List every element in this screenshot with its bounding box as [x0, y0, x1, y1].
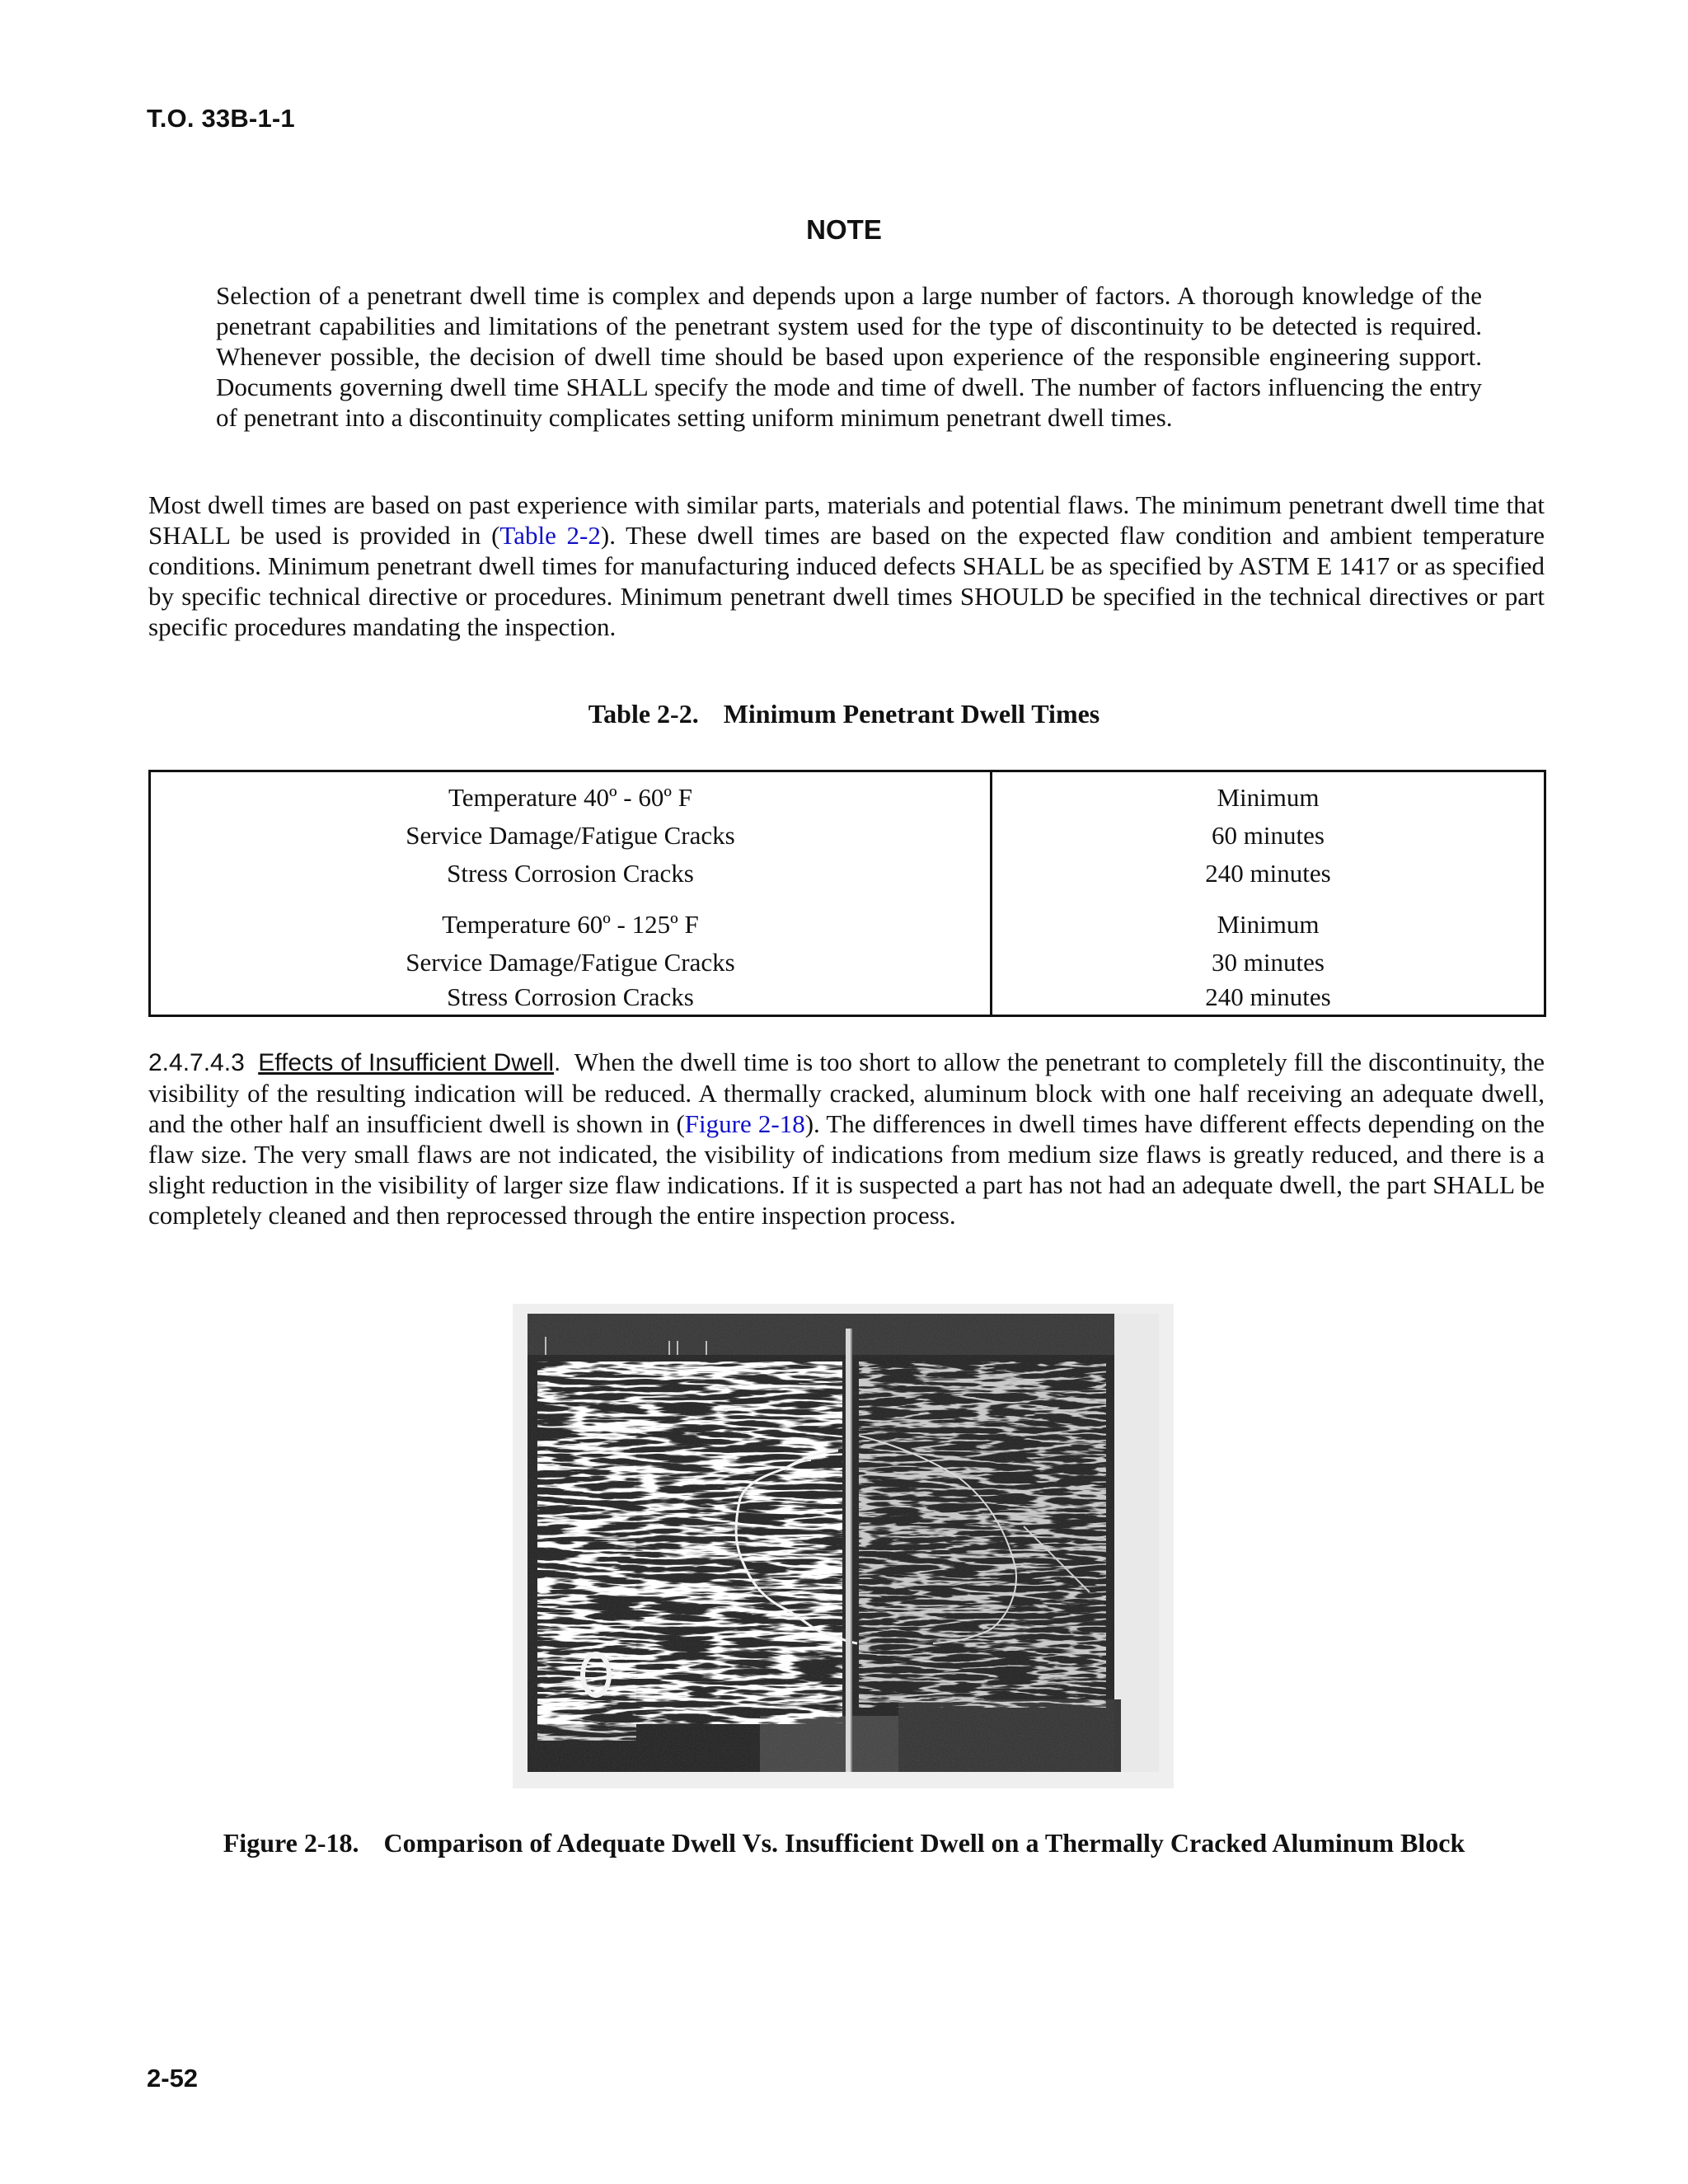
- table-cell-temp-range-2: Temperature 60º - 125º F: [442, 910, 699, 939]
- figure-caption: [0, 1828, 1688, 1858]
- figure-number: Figure 2-18.: [223, 1828, 359, 1858]
- table-cell-minimum-header-1: Minimum: [1217, 783, 1320, 812]
- table-cell-stress-cracks-2: Stress Corrosion Cracks: [447, 982, 694, 1011]
- table-cell-stress-cracks-1: Stress Corrosion Cracks: [447, 859, 694, 888]
- figure-2-18-link[interactable]: Figure 2-18: [684, 1109, 805, 1138]
- intro-paragraph: [148, 490, 1545, 642]
- intro-text-start: Most dwell times are based on past experience with similar parts, materials and potential flaws. The minimum penetrant dwell time that SHALL be used is provided in (: [148, 490, 1545, 550]
- table-cell-stress-time-1: 240 minutes: [1205, 859, 1331, 888]
- section-text-end: ). The differences in dwell times have different effects depending on the flaw size. The very small flaws are not indicated, the visibility of indications from medium size flaws is greatly reduced, and there is a slight reduction in the visibility of larger size flaw indications. If it is suspected a part has not had an adequate dwell, the part SHALL be completely cleaned and then reprocessed through the entire inspection process.: [148, 1109, 1545, 1230]
- table-cell-fatigue-cracks-1: Service Damage/Fatigue Cracks: [406, 821, 735, 850]
- section-number: 2.4.7.4.3: [148, 1049, 245, 1076]
- table-2-2-link[interactable]: Table 2-2: [499, 521, 601, 550]
- note-heading: NOTE: [806, 214, 882, 245]
- table-title: [0, 699, 1688, 729]
- dwell-time-table: [148, 770, 1546, 1017]
- table-cell-temp-range-1: Temperature 40º - 60º F: [448, 783, 692, 812]
- section-title-period: .: [554, 1049, 561, 1076]
- table-cell-minimum-header-2: Minimum: [1217, 910, 1320, 939]
- section-text-start: When the dwell time is too short to allow the penetrant to completely fill the discontinuity, the visibility of the resulting indication will be reduced. A thermally cracked, aluminum block with one half receiving an adequate dwell, and the other half an insufficient dwell is shown in (: [148, 1047, 1545, 1138]
- aluminum-block-photo: [513, 1304, 1174, 1788]
- figure-caption-text: Comparison of Adequate Dwell Vs. Insufficient Dwell on a Thermally Cracked Aluminum Block: [383, 1828, 1465, 1858]
- table-cell-fatigue-time-2: 30 minutes: [1212, 948, 1325, 977]
- document-id: T.O. 33B-1-1: [147, 104, 295, 133]
- note-body: Selection of a penetrant dwell time is complex and depends upon a large number of factors. A thorough knowledge of the penetrant capabilities and limitations of the penetrant system used for the type of discontinuity to be detected is required. Whenever possible, the decision of dwell time should be based upon experience of the responsible engineering support. Documents governing dwell time SHALL specify the mode and time of dwell. The number of factors influencing the entry of penetrant into a discontinuity complicates setting uniform minimum penetrant dwell times.: [216, 281, 1482, 432]
- table-cell-fatigue-time-1: 60 minutes: [1212, 821, 1325, 850]
- table-cell-stress-time-2: 240 minutes: [1205, 982, 1331, 1011]
- page-number: 2-52: [147, 2064, 199, 2093]
- intro-text-end: ). These dwell times are based on the expected flaw condition and ambient temperature conditions. Minimum penetrant dwell times for manufacturing induced defects SHALL be as specified by ASTM E 1417 or as specified by specific technical directive or procedures. Minimum penetrant dwell times SHOULD be specified in the technical directives or part specific procedures mandating the inspection.: [148, 521, 1545, 641]
- section-paragraph: [148, 1047, 1545, 1230]
- table-number: Table 2-2.: [588, 699, 699, 729]
- table-cell-fatigue-cracks-2: Service Damage/Fatigue Cracks: [406, 948, 735, 977]
- table-title-text: Minimum Penetrant Dwell Times: [723, 699, 1100, 729]
- section-title: Effects of Insufficient Dwell: [258, 1049, 554, 1076]
